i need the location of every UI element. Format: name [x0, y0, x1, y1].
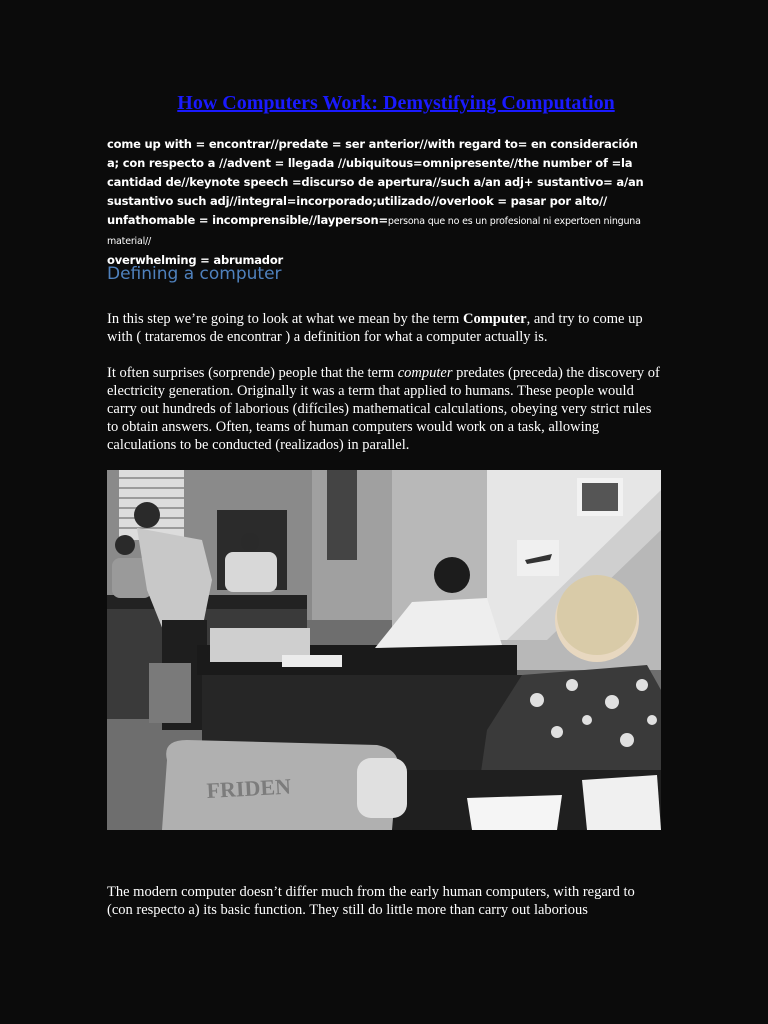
- paragraph-2-before: It often surprises (sorprende) people that the term: [107, 365, 398, 381]
- vocabulary-end: overwhelming = abrumador: [107, 253, 284, 267]
- vocabulary-list: [107, 135, 647, 270]
- photo-illustration: [107, 470, 661, 830]
- paragraph-1-after: , and try to come up with ( trataremos de encontrar ) a definition for what a computer actually is.: [107, 311, 643, 345]
- paragraph-2: [107, 364, 663, 454]
- paragraph-3: The modern computer doesn’t differ much from the early human computers, with regard to (con respecto a) its basic function. They still do little more than carry out laborious: [107, 884, 635, 918]
- vocabulary-main: come up with = encontrar//predate = ser anterior//with regard to= en consideración a; con respecto a //advent = llegada //ubiquitous=omnipresente//the number of =la cantidad de//keynote speech =discurso de apertura//such a/an adj+ sustantivo= a/an sustantivo such adj//integral=incorporado;utilizado//overlook = pasar por alto// unfathomable = incomprensible//layperson=: [107, 137, 644, 227]
- vocabulary-small: persona que no es un profesional ni expertoen ninguna material//: [107, 216, 641, 247]
- paragraph-1: [107, 310, 663, 346]
- paragraph-1-bold: Computer: [462, 311, 527, 327]
- paragraph-2-italic: computer: [397, 365, 453, 381]
- historical-photo: [107, 470, 661, 830]
- calculator-brand-label: FRIDEN: [205, 773, 292, 803]
- section-heading: Defining a computer: [107, 264, 282, 284]
- document-title[interactable]: How Computers Work: Demystifying Computation: [177, 92, 615, 114]
- paragraph-2-after: predates (preceda) the discovery of electricity generation. Originally it was a term that applied to humans. These people would carry out hundreds of laborious (difíciles) mathematical calculations, obeying very strict rules to obtain answers. Often, teams of human computers would work on a task, allowing calculations to be conducted (realizados) in parallel.: [107, 365, 660, 453]
- paragraph-1-before: In this step we’re going to look at what we mean by the term: [107, 311, 463, 327]
